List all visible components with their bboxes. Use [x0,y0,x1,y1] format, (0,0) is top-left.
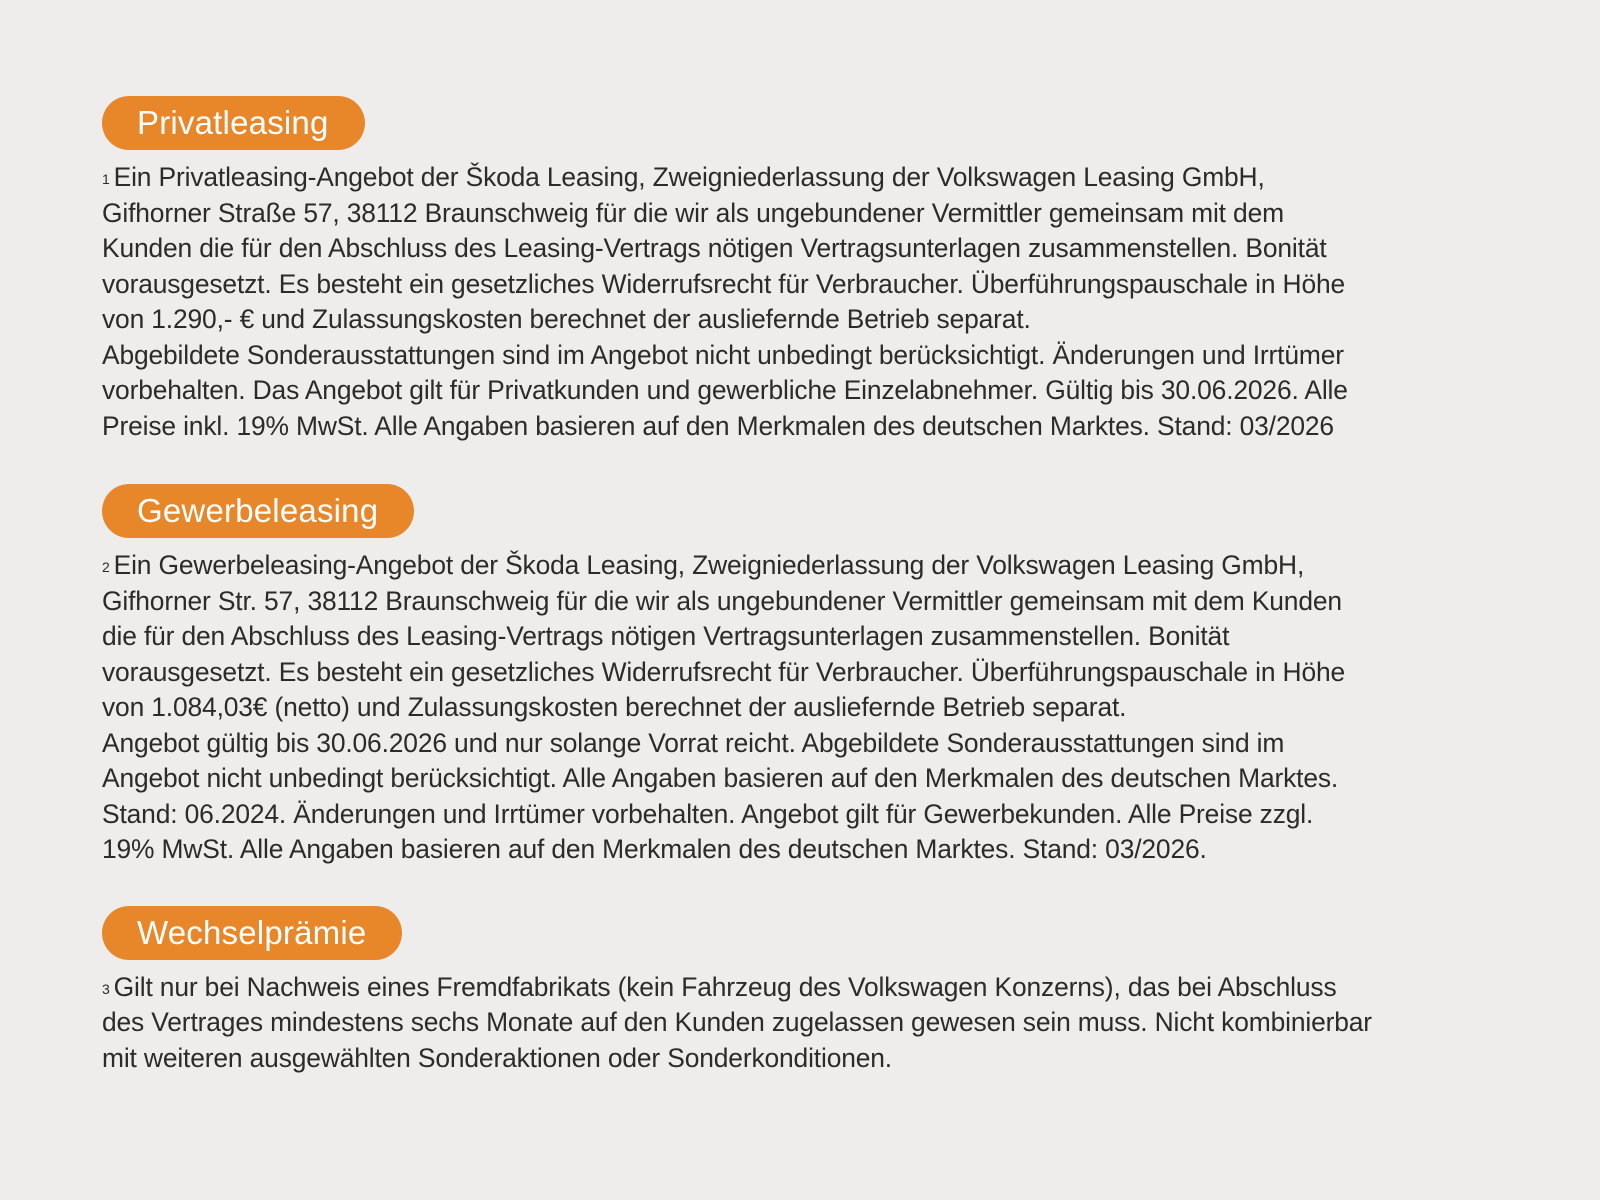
text-line [102,160,1522,196]
text-line [102,548,1522,584]
text-line: vorbehalten. Das Angebot gilt für Privatkunden und gewerbliche Einzelabnehmer. Gültig bis 30.06.2026. Alle [102,375,1348,405]
text-line: vorausgesetzt. Es besteht ein gesetzliches Widerrufsrecht für Verbraucher. Überführungspauschale in Höhe [102,268,1346,299]
wechselpraemie-heading: Wechselprämie [102,906,402,960]
text-line: mit weiteren ausgewählten Sonderaktionen oder Sonderkonditionen. [102,1042,892,1073]
footnote-marker: 3 [102,980,110,997]
disclaimer-content [102,96,1522,1076]
privatleasing-section [102,96,1522,444]
text-line: Preise inkl. 19% MwSt. Alle Angaben basieren auf den Merkmalen des deutschen Marktes. Stand: 03/2026 [102,410,1334,441]
text-line: Stand: 06.2024. Änderungen und Irrtümer vorbehalten. Angebot gilt für Gewerbekunden. Alle Preise zzgl. [102,798,1314,829]
text-line: von 1.290,- € und Zulassungskosten berechnet der ausliefernde Betrieb separat. [102,304,1031,334]
text-line: Abgebildete Sonderausstattungen sind im Angebot nicht unbedingt berücksichtigt. Änderungen und Irrtümer [102,339,1344,370]
text-line: von 1.084,03€ (netto) und Zulassungskosten berechnet der ausliefernde Betrieb separat. [102,692,1127,722]
footnote-marker: 1 [102,171,110,187]
text-line [102,970,1522,1006]
text-line: Angebot gültig bis 30.06.2026 und nur solange Vorrat reicht. Abgebildete Sonderausstattungen sind im [102,727,1285,758]
text-line: die für den Abschluss des Leasing-Vertrags nötigen Vertragsunterlagen zusammenstellen. Bonität [102,621,1230,651]
text-line: des Vertrages mindestens sechs Monate auf den Kunden zugelassen gewesen sein muss. Nicht kombinierbar [102,1007,1372,1037]
gewerbeleasing-text [102,548,1522,868]
privatleasing-text [102,160,1522,444]
text-line-content: Ein Privatleasing-Angebot der Škoda Leasing, Zweigniederlassung der Volkswagen Leasing GmbH, [113,162,1265,192]
text-line: 19% MwSt. Alle Angaben basieren auf den Merkmalen des deutschen Marktes. Stand: 03/2026. [102,834,1207,864]
wechselpraemie-section [102,906,1522,1077]
text-line: Kunden die für den Abschluss des Leasing-Vertrags nötigen Vertragsunterlagen zusammenstellen. Bonität [102,233,1327,263]
footnote-marker: 2 [102,559,110,575]
text-line: Angebot nicht unbedingt berücksichtigt. Alle Angaben basieren auf den Merkmalen des deutschen Marktes. [102,763,1339,793]
text-line: Gifhorner Str. 57, 38112 Braunschweig für die wir als ungebundener Vermittler gemeinsam mit dem Kunden [102,585,1342,616]
gewerbeleasing-section [102,484,1522,868]
text-line-content: Gilt nur bei Nachweis eines Fremdfabrikats (kein Fahrzeug des Volkswagen Konzerns), das bei Abschluss [113,971,1337,1002]
text-line-content: Ein Gewerbeleasing-Angebot der Škoda Leasing, Zweigniederlassung der Volkswagen Leasing GmbH, [113,550,1305,580]
text-line: vorausgesetzt. Es besteht ein gesetzliches Widerrufsrecht für Verbraucher. Überführungspauschale in Höhe [102,656,1346,687]
privatleasing-heading: Privatleasing [102,96,365,150]
wechselpraemie-text [102,970,1522,1077]
text-line: Gifhorner Straße 57, 38112 Braunschweig für die wir als ungebundener Vermittler gemeinsam mit dem [102,197,1284,228]
gewerbeleasing-heading: Gewerbeleasing [102,484,414,538]
